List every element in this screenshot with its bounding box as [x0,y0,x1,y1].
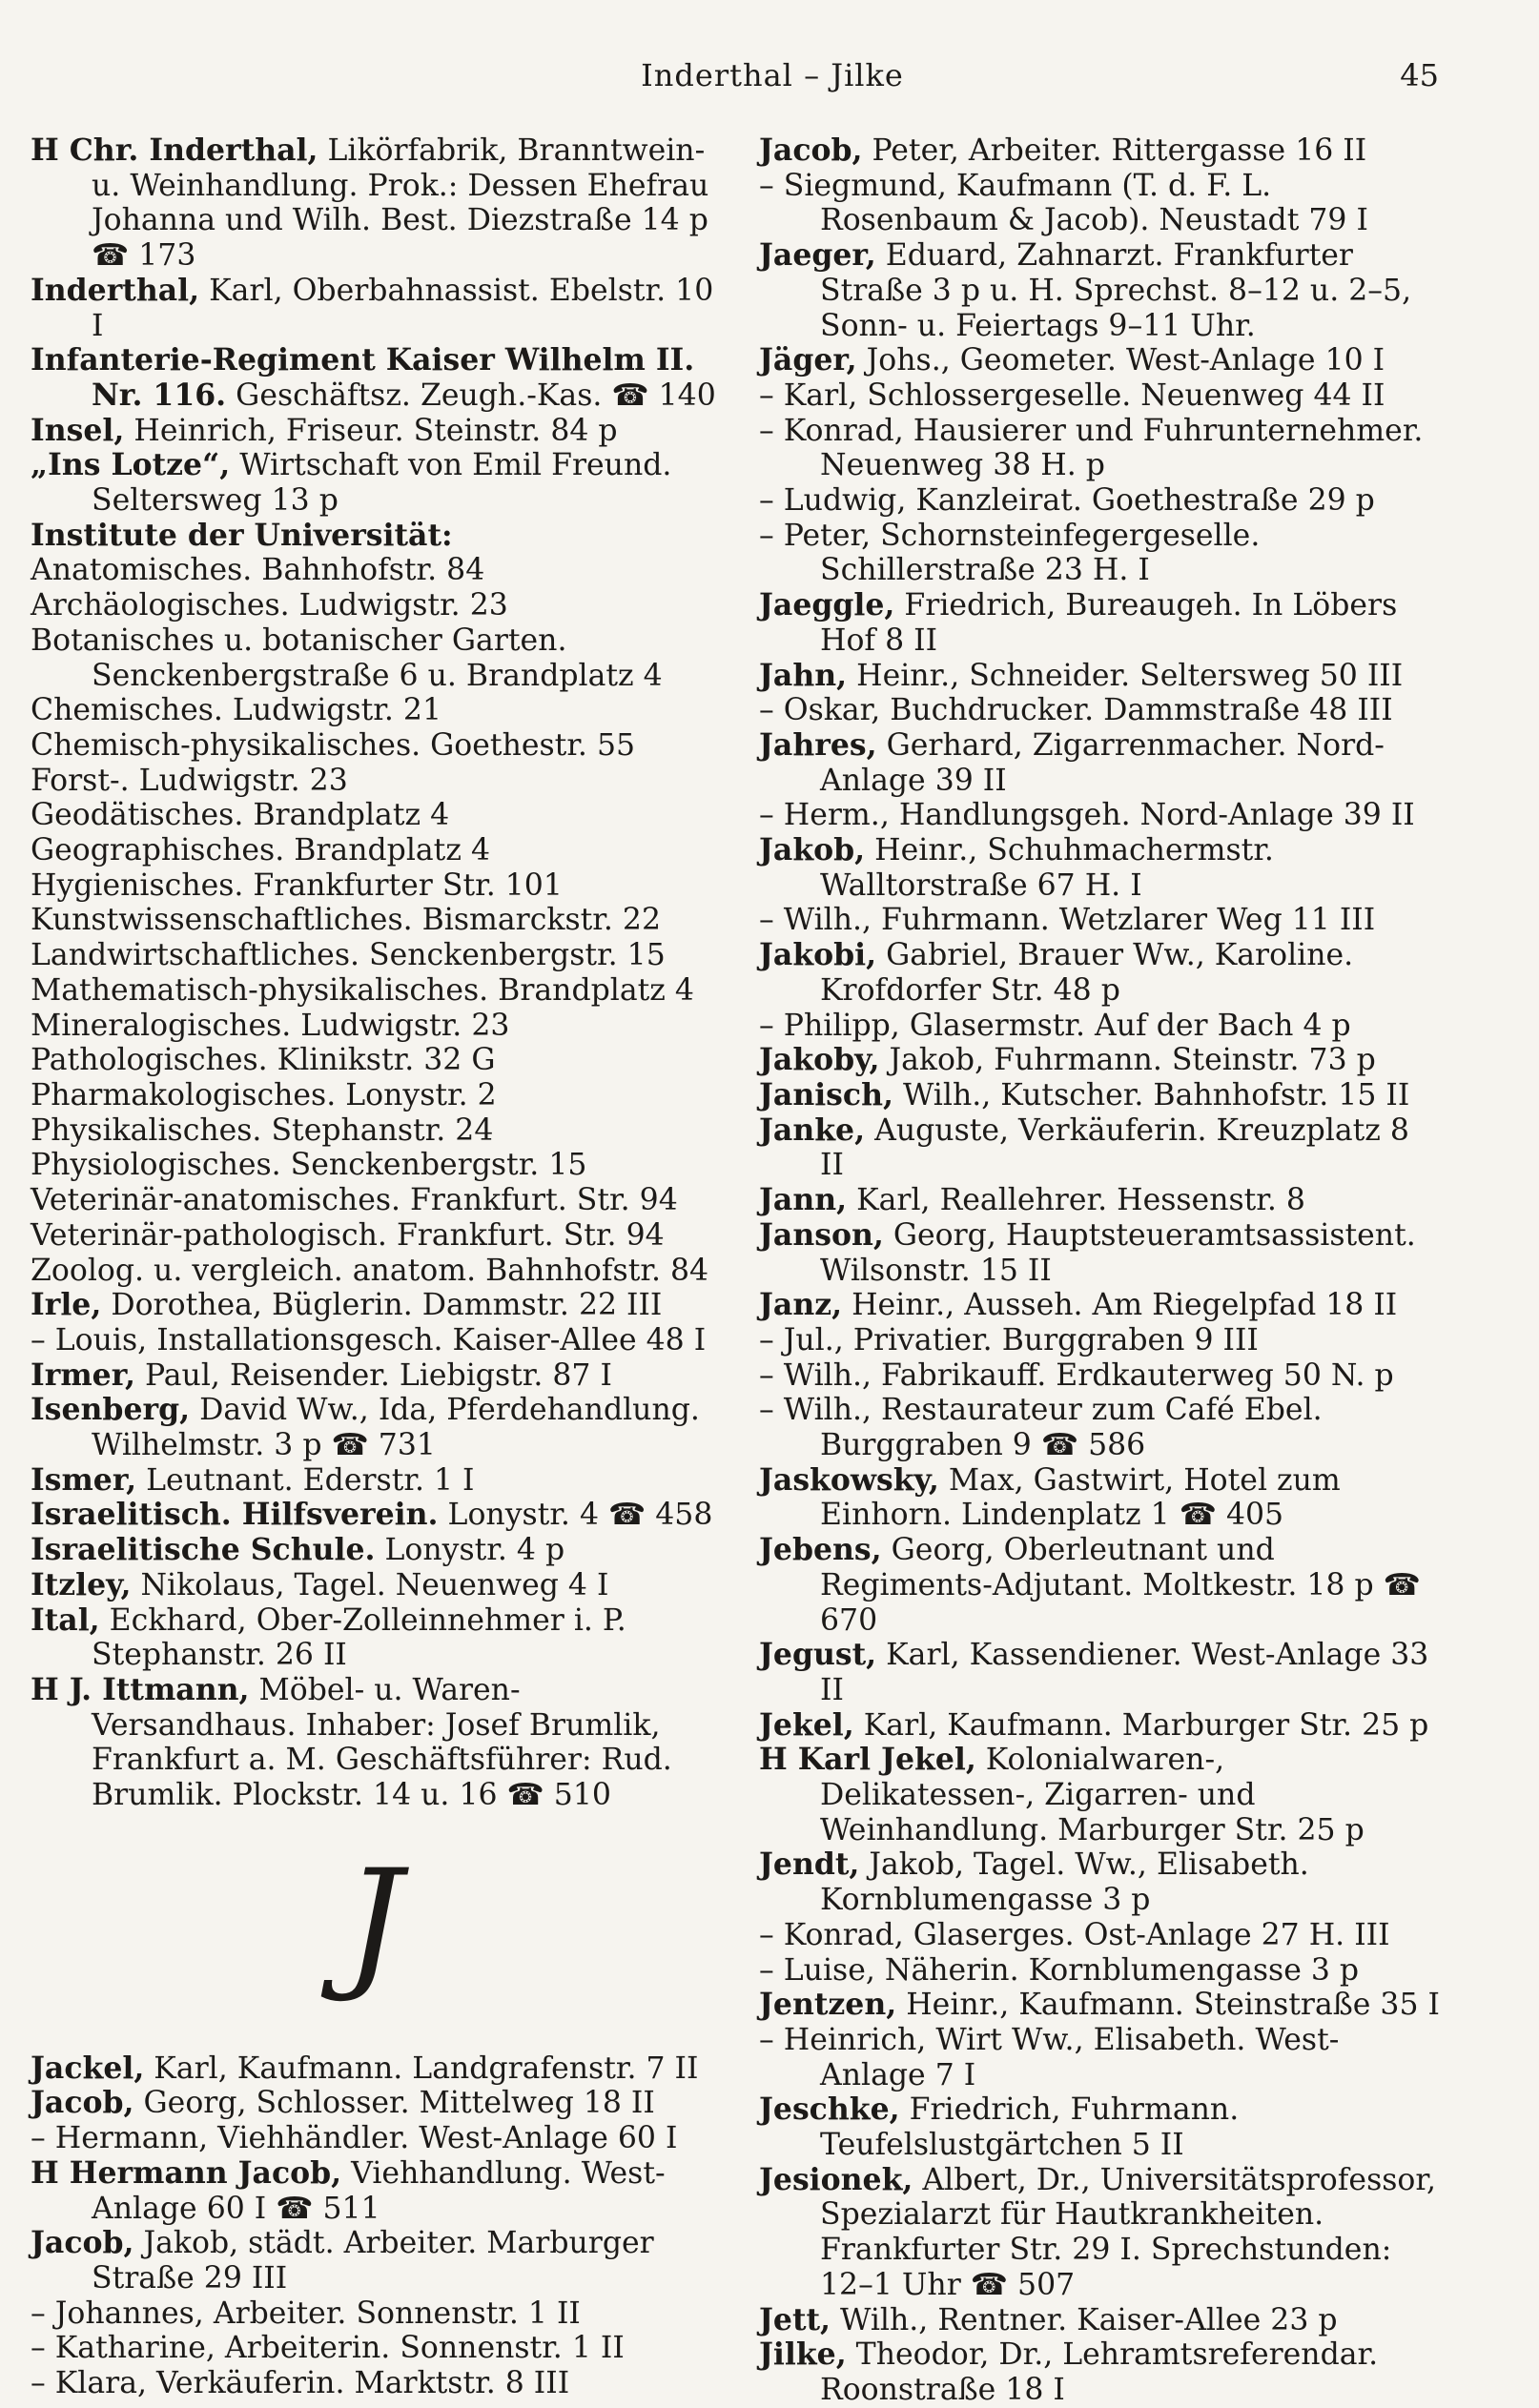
directory-entry [31,764,717,799]
entry-details: Anatomisches. Bahnhofstr. 84 [31,553,485,588]
entry-details: Hygienisches. Frankfurter Str. 101 [31,867,563,903]
directory-entry [759,1288,1441,1323]
directory-entry [759,2023,1441,2092]
entry-details: Friedrich, Bureaugeh. In Löbers Hof 8 II [820,588,1398,658]
directory-entry [759,903,1441,938]
left-column [31,133,717,2401]
entry-details: Georg, Schlosser. Mittelweg 18 II [133,2086,655,2121]
entry-details: Eckhard, Ober-Zolleinnehmer i. P. Stephanstr. 26 II [92,1602,626,1673]
entry-details: Kolonialwaren-, Delikatessen-, Zigarren- und Weinhandlung. Marburger Str. 25 p [820,1743,1365,1847]
entry-details: Botanisches u. botanischer Garten. Senckenbergstraße 6 u. Brandplatz 4 [31,622,663,693]
running-title: Inderthal – Jilke [641,57,904,93]
directory-entry [759,1393,1441,1462]
directory-entry [31,1043,717,1078]
directory-entry [759,1708,1441,1744]
entry-details: Johs., Geometer. West-Anlage 10 I [856,343,1385,378]
directory-entry [31,1288,717,1323]
entry-details: Theodor, Dr., Lehramtsreferendar. Roonstraße 18 I [820,2337,1379,2407]
entry-name: „Ins Lotze“, [31,447,231,483]
entry-details: Chemisch-physikalisches. Goethestr. 55 [31,727,636,763]
directory-entry [31,798,717,833]
directory-entry [759,588,1441,658]
entry-details: Heinrich, Friseur. Steinstr. 84 p [124,413,618,448]
directory-entry [759,2092,1441,2162]
entry-name: Jesionek, [759,2161,913,2197]
directory-entry [759,1323,1441,1358]
directory-entry [759,1847,1441,1917]
entry-details: Nikolaus, Tagel. Neuenweg 4 I [131,1567,609,1602]
directory-entry [759,238,1441,343]
entry-name: H Chr. Inderthal, [31,133,318,168]
directory-entry [31,1358,717,1394]
entry-details: Gerhard, Zigarrenmacher. Nord-Anlage 39 II [820,727,1385,798]
directory-entry [759,798,1441,833]
entry-name: Institute der Universität: [31,517,453,553]
entry-name: Janke, [759,1112,866,1148]
entry-name: H Karl Jekel, [759,1742,976,1778]
directory-entry [31,414,717,449]
entry-name: Ismer, [31,1461,137,1498]
entry-name: Jilke, [759,2337,847,2373]
directory-entry [759,483,1441,519]
entry-details: Karl, Kaufmann. Landgrafenstr. 7 II [144,2051,699,2086]
entry-details: Max, Gastwirt, Hotel zum Einhorn. Lindenplatz 1 ☎ 405 [820,1462,1341,1533]
entry-details: Mathematisch-physikalisches. Brandplatz 4 [31,972,694,1008]
entry-name: H Hermann Jacob, [31,2154,342,2191]
entry-details: Geodätisches. Brandplatz 4 [31,798,450,833]
page-header [0,57,1539,105]
entry-details: Peter, Arbeiter. Rittergasse 16 II [862,133,1367,168]
entry-details: Georg, Oberleutnant und Regiments-Adjutant. Moltkestr. 18 p ☎ 670 [820,1533,1421,1638]
directory-entry [759,2337,1441,2407]
entry-name: Jendt, [759,1847,860,1883]
entry-details: – Johannes, Arbeiter. Sonnenstr. 1 II [31,2296,581,2331]
entry-name: Janz, [759,1287,843,1323]
directory-entry [759,1113,1441,1183]
entry-details: Viehhandlung. West-Anlage 60 I ☎ 511 [92,2155,666,2226]
entry-details: Wirtschaft von Emil Freund. Seltersweg 13 p [92,448,672,519]
entry-details: – Hermann, Viehhändler. West-Anlage 60 I [31,2121,678,2156]
entry-name: Jeschke, [759,2092,900,2128]
entry-name: Jahn, [759,657,848,693]
directory-entry [759,1218,1441,1288]
right-column [759,133,1441,2408]
directory-entry [31,2051,717,2087]
directory-entry [31,1113,717,1149]
directory-entry [31,1568,717,1603]
entry-details: Möbel- u. Waren-Versandhaus. Inhaber: Josef Brumlik, Frankfurt a. M. Geschäftsführer: Rud. Brumlik. Plockstr. 14 u. 16 ☎ 510 [92,1672,672,1813]
entry-name: Jentzen, [759,1987,897,2023]
directory-entry [31,973,717,1009]
directory-entry [759,169,1441,238]
entry-details: Wilh., Rentner. Kaiser-Allee 23 p [831,2302,1338,2337]
entry-details: Paul, Reisender. Liebigstr. 87 I [134,1357,612,1393]
directory-entry [759,133,1441,169]
directory-entry [759,659,1441,694]
entry-name: Jacob, [759,133,863,168]
entry-name: Insel, [31,412,125,448]
entry-name: H J. Ittmann, [31,1671,250,1707]
entry-details: Heinr., Ausseh. Am Riegelpfad 18 II [842,1288,1398,1323]
entry-details: – Klara, Verkäuferin. Marktstr. 8 III [31,2366,570,2401]
directory-entry [31,2121,717,2156]
entry-details: Heinr., Schneider. Seltersweg 50 III [847,658,1404,693]
directory-entry [31,343,717,413]
entry-name: Jäger, [759,342,857,378]
section-letter: J [344,1839,403,2006]
directory-entry [31,133,717,274]
directory-entry [31,553,717,588]
entry-details: Friedrich, Fuhrmann. Teufelslustgärtchen 5 II [820,2092,1240,2163]
directory-entry [31,1078,717,1113]
directory-entry [759,1358,1441,1394]
entry-details: Jakob, Fuhrmann. Steinstr. 73 p [879,1043,1376,1078]
directory-entry [759,693,1441,728]
entry-name: Janson, [759,1216,884,1253]
entry-details: Archäologisches. Ludwigstr. 23 [31,588,508,623]
entry-details: Jakob, Tagel. Ww., Elisabeth. Kornblumengasse 3 p [820,1847,1309,1918]
entry-details: Mineralogisches. Ludwigstr. 23 [31,1008,510,1043]
entry-name: Jakoby, [759,1042,880,1078]
entry-name: Jakob, [759,832,866,868]
entry-details: – Louis, Installationsgesch. Kaiser-Allee 48 I [31,1322,707,1357]
entry-details: Gabriel, Brauer Ww., Karoline. Krofdorfer Str. 48 p [820,938,1354,1008]
entry-name: Jaskowsky, [759,1461,939,1498]
entry-details: Geschäftsz. Zeugh.-Kas. ☎ 140 [226,378,716,413]
entry-details: Karl, Kassendiener. West-Anlage 33 II [820,1638,1429,1707]
directory-entry [31,868,717,904]
directory-entry [31,728,717,764]
entry-name: Jackel, [31,2050,145,2086]
entry-details: Physikalisches. Stephanstr. 24 [31,1112,494,1148]
entry-name: Jebens, [759,1532,882,1568]
entry-details: – Konrad, Hausierer und Fuhrunternehmer. Neuenweg 38 H. p [759,413,1424,483]
directory-entry [31,903,717,938]
entry-name: Jegust, [759,1637,877,1673]
directory-entry [759,1043,1441,1078]
entry-name: Janisch, [759,1076,893,1112]
directory-entry [31,1673,717,1813]
entry-details: – Siegmund, Kaufmann (T. d. F. L. Rosenbaum & Jacob). Neustadt 79 I [759,168,1368,238]
entry-details: Eduard, Zahnarzt. Frankfurter Straße 3 p u. H. Sprechst. 8–12 u. 2–5, Sonn- u. Feiertags 9–11 Uhr. [820,238,1412,343]
entry-name: Jann, [759,1182,848,1218]
directory-entry [759,938,1441,1008]
entry-name: Jacob, [31,2225,134,2261]
entry-details: Chemisches. Ludwigstr. 21 [31,693,442,728]
entry-details: Geographisches. Brandplatz 4 [31,833,490,868]
entry-name: Jett, [759,2301,831,2337]
entry-details: – Wilh., Fuhrmann. Wetzlarer Weg 11 III [759,903,1376,938]
entry-details: Zoolog. u. vergleich. anatom. Bahnhofstr. 84 [31,1253,709,1288]
entry-details: Landwirtschaftliches. Senckenbergstr. 15 [31,938,666,973]
entry-name: Israelitische Schule. [31,1532,376,1568]
directory-entry [759,1988,1441,2023]
entry-name: Jahres, [759,726,877,763]
entry-details: – Luise, Näherin. Kornblumengasse 3 p [759,1952,1360,1988]
directory-entry [31,833,717,868]
entry-name: Inderthal, [31,272,200,308]
entry-details: Lonystr. 4 ☎ 458 [438,1498,713,1533]
entry-name: Jekel, [759,1706,854,1743]
entry-name: Jaeger, [759,237,876,274]
directory-entry [31,1393,717,1462]
entry-name: Isenberg, [31,1392,191,1428]
entry-name: Jakobi, [759,937,877,973]
directory-entry [31,1183,717,1218]
entry-details: Veterinär-pathologisch. Frankfurt. Str. 94 [31,1217,665,1253]
directory-entry [31,274,717,343]
entry-details: – Heinrich, Wirt Ww., Elisabeth. West-Anlage 7 I [759,2022,1340,2092]
entry-details: Georg, Hauptsteueramtsassistent. Wilsonstr. 15 II [820,1217,1416,1288]
directory-entry [759,1918,1441,1953]
directory-entry [759,414,1441,483]
directory-entry [31,1254,717,1289]
entry-details: Karl, Oberbahnassist. Ebelstr. 10 I [92,273,714,343]
entry-details: – Karl, Schlossergeselle. Neuenweg 44 II [759,378,1385,413]
entry-details: Jakob, städt. Arbeiter. Marburger Straße 29 III [92,2226,654,2296]
entry-details: – Wilh., Restaurateur zum Café Ebel. Burggraben 9 ☎ 586 [759,1393,1323,1463]
directory-entry [759,833,1441,903]
directory-entry [31,1533,717,1568]
entry-name: Infanterie-Regiment Kaiser Wilhelm II. Nr. 116. [31,342,695,413]
entry-details: – Katharine, Arbeiterin. Sonnenstr. 1 II [31,2331,625,2366]
directory-entry [31,938,717,973]
entry-details: – Philipp, Glasermstr. Auf der Bach 4 p [759,1008,1351,1043]
directory-entry [31,1148,717,1183]
directory-entry [31,1009,717,1044]
directory-entry [759,1953,1441,1989]
entry-details: Dorothea, Büglerin. Dammstr. 22 III [101,1288,663,1323]
directory-entry [31,693,717,728]
entry-details: – Peter, Schornsteinfegergeselle. Schillerstraße 23 H. I [759,518,1261,588]
directory-entry [759,1463,1441,1533]
directory-entry [759,2303,1441,2338]
directory-entry [759,2163,1441,2303]
entry-details: Pathologisches. Klinikstr. 32 G [31,1043,496,1078]
entry-details: Lonystr. 4 p [375,1533,565,1568]
entry-details: Pharmakologisches. Lonystr. 2 [31,1077,497,1112]
directory-entry [31,519,717,554]
directory-entry [31,2086,717,2121]
directory-entry [759,378,1441,414]
entry-details: – Konrad, Glaserges. Ost-Anlage 27 H. III [759,1917,1390,1952]
directory-entry [759,519,1441,588]
entry-details: Auguste, Verkäuferin. Kreuzplatz 8 II [820,1112,1409,1183]
directory-entry [31,2226,717,2296]
entry-details: Karl, Kaufmann. Marburger Str. 25 p [853,1707,1429,1743]
entry-details: David Ww., Ida, Pferdehandlung. Wilhelmstr. 3 p ☎ 731 [92,1393,700,1463]
directory-entry [31,2331,717,2366]
directory-entry [31,2366,717,2401]
directory-entry [31,1498,717,1533]
directory-entry [759,1078,1441,1113]
entry-details: – Jul., Privatier. Burggraben 9 III [759,1322,1259,1357]
entry-details: Kunstwissenschaftliches. Bismarckstr. 22 [31,903,661,938]
directory-entry [31,588,717,623]
entry-name: Ital, [31,1602,100,1638]
directory-entry [31,2296,717,2332]
entry-details: Likörfabrik, Branntwein- u. Weinhandlung. Prok.: Dessen Ehefrau Johanna und Wilh. Best. Diezstraße 14 p ☎ 173 [92,133,709,274]
entry-name: Jacob, [31,2085,134,2121]
directory-entry [759,1009,1441,1044]
entry-details: Heinr., Schuhmachermstr. Walltorstraße 67 H. I [820,833,1274,903]
entry-name: Irle, [31,1287,102,1323]
entry-name: Israelitisch. Hilfsverein. [31,1497,439,1533]
directory-entry [759,728,1441,798]
entry-name: Irmer, [31,1357,135,1393]
entry-details: – Oskar, Buchdrucker. Dammstraße 48 III [759,693,1393,728]
entry-details: Forst-. Ludwigstr. 23 [31,763,348,798]
entry-details: Veterinär-anatomisches. Frankfurt. Str. 94 [31,1183,678,1218]
entry-details: – Ludwig, Kanzleirat. Goethestraße 29 p [759,483,1375,519]
directory-entry [31,1323,717,1358]
directory-entry [759,1533,1441,1638]
entry-name: Itzley, [31,1566,132,1602]
entry-details: Karl, Reallehrer. Hessenstr. 8 [847,1183,1305,1218]
directory-entry [759,1183,1441,1218]
entry-details: Physiologisches. Senckenbergstr. 15 [31,1148,587,1183]
entry-details: – Wilh., Fabrikauff. Erdkauterweg 50 N. p [759,1357,1394,1393]
entry-details: Albert, Dr., Universitätsprofessor, Spezialarzt für Hautkrankheiten. Frankfurter Str. 29 I. Sprechstunden: 12–1 Uhr ☎ 507 [820,2162,1436,2302]
directory-entry [759,1638,1441,1707]
entry-details: Wilh., Kutscher. Bahnhofstr. 15 II [893,1077,1410,1112]
directory-entry [759,343,1441,378]
directory-entry [31,1218,717,1254]
directory-entry [31,1603,717,1673]
directory-entry [31,2156,717,2226]
directory-entry [31,448,717,518]
entry-details: Heinr., Kaufmann. Steinstraße 35 I [896,1988,1440,2023]
directory-entry [31,1463,717,1499]
page-number: 45 [1400,57,1439,93]
entry-name: Jaeggle, [759,587,895,623]
entry-details: Leutnant. Ederstr. 1 I [136,1462,475,1498]
directory-entry [759,1743,1441,1847]
entry-details: – Herm., Handlungsgeh. Nord-Anlage 39 II [759,798,1415,833]
directory-entry [31,623,717,693]
